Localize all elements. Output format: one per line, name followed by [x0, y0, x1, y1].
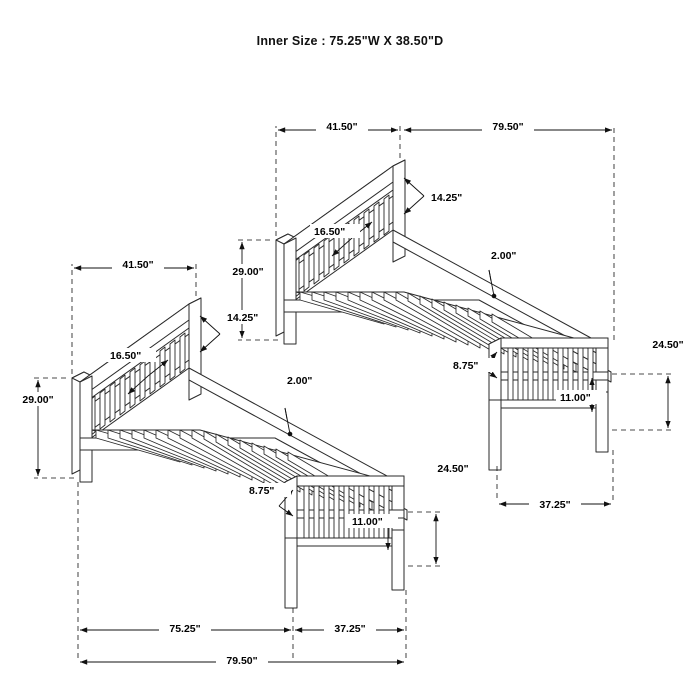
dim-label-u-headboard-slat: 14.25" [431, 192, 463, 204]
lower-bed-illustration [72, 298, 407, 608]
dim-label-l-bottom-inner: 75.25" [169, 623, 201, 635]
dim-label-u-bottom-right: 37.25" [539, 499, 571, 511]
dim-label-l-footboard-panel: 11.00" [352, 516, 383, 528]
dim-label-l-bottom-right: 37.25" [334, 623, 366, 635]
upper-bed-illustration [276, 160, 611, 470]
dim-label-u-footboard-gap: 8.75" [453, 360, 479, 372]
dim-label-l-headboard-panel: 16.50" [110, 350, 142, 362]
dim-label-u-footboard-height: 24.50" [652, 339, 684, 351]
dim-label-l-slat-thickness: 2.00" [287, 375, 313, 387]
dim-label-u-footboard-panel: 11.00" [560, 392, 591, 404]
dim-label-l-top-left: 41.50" [122, 259, 154, 271]
dim-label-u-top-right: 79.50" [492, 121, 524, 133]
dim-label-l-footboard-height: 24.50" [437, 463, 469, 475]
dim-label-u-headboard-height: 29.00" [232, 266, 264, 278]
dim-label-u-headboard-panel: 16.50" [314, 226, 346, 238]
dim-label-l-headboard-height: 29.00" [22, 394, 54, 406]
dim-label-u-slat-thickness: 2.00" [491, 250, 517, 262]
dim-label-l-footboard-gap: 8.75" [249, 485, 275, 497]
dim-label-l-headboard-slat: 14.25" [227, 312, 259, 324]
page-title: Inner Size : 75.25"W X 38.50"D [256, 34, 444, 48]
dim-label-l-bottom-overall: 79.50" [226, 655, 258, 667]
dim-label-u-top-left: 41.50" [326, 121, 358, 133]
